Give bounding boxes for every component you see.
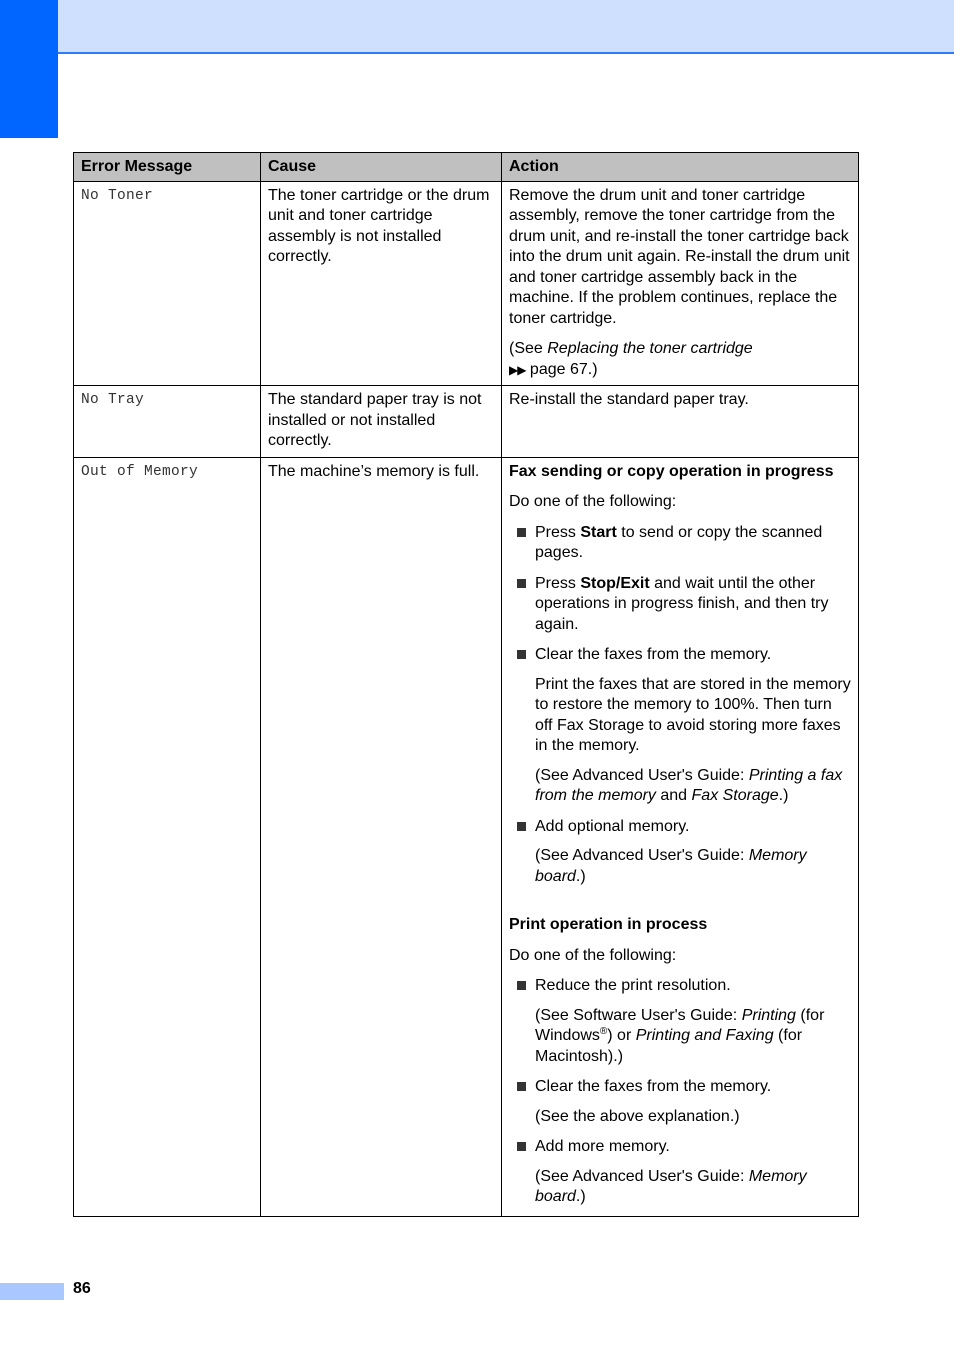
reference: (See Software User's Guide: Printing (for Windows®) or Printing and Faxing (for Macintosh).) bbox=[535, 1006, 825, 1065]
footer-bar bbox=[0, 1283, 64, 1300]
chapter-tab bbox=[0, 0, 58, 138]
square-bullet-icon bbox=[517, 981, 526, 990]
square-bullet-icon bbox=[517, 528, 526, 537]
square-bullet-icon bbox=[517, 579, 526, 588]
table-row-no-toner bbox=[74, 181, 859, 386]
header-error-message: Error Message bbox=[74, 153, 261, 182]
action-cell bbox=[502, 457, 859, 1216]
page-arrows-icon: ▶▶ bbox=[509, 362, 526, 377]
table-row-out-of-memory bbox=[74, 457, 859, 1216]
table-header-row bbox=[74, 153, 859, 182]
cause-text: The toner cartridge or the drum unit and toner cartridge assembly is not installed correctly. bbox=[261, 181, 502, 386]
header-cause: Cause bbox=[261, 153, 502, 182]
list-item: Reduce the print resolution. bbox=[509, 976, 851, 997]
intro-text: Do one of the following: bbox=[509, 946, 677, 964]
intro-text: Do one of the following: bbox=[509, 493, 677, 510]
table-row-no-tray bbox=[74, 386, 859, 458]
action-text: Remove the drum unit and toner cartridge assembly, remove the toner cartridge from the drum unit, and re-install the toner cartridge back into the drum unit again. Re-install the drum unit and toner cartridge assembly back in the machine. If the problem continues, replace the toner cartridge. bbox=[509, 186, 850, 327]
list-item: Press Stop/Exit and wait until the other operations in progress finish, and then try again. bbox=[509, 574, 851, 636]
reference: (See Advanced User's Guide: Memory board.) bbox=[535, 1167, 807, 1205]
reference: (See Replacing the toner cartridge ▶▶ page 67.) bbox=[509, 340, 753, 378]
error-message-table bbox=[73, 152, 859, 1217]
error-code: No Tray bbox=[74, 386, 261, 458]
page-number: 86 bbox=[73, 1280, 91, 1297]
header-band bbox=[58, 0, 954, 54]
sub-text: Print the faxes that are stored in the memory to restore the memory to 100%. Then turn off Fax Storage to avoid storing more faxes in the memory. bbox=[535, 675, 851, 754]
error-code: No Toner bbox=[74, 181, 261, 386]
action-text: Re-install the standard paper tray. bbox=[502, 386, 859, 458]
reference: (See Advanced User's Guide: Memory board.) bbox=[535, 847, 807, 885]
square-bullet-icon bbox=[517, 1142, 526, 1151]
reference-title: Replacing the toner cartridge bbox=[547, 340, 753, 357]
registered-mark: ® bbox=[599, 1026, 608, 1037]
cause-text: The machine’s memory is full. bbox=[261, 457, 502, 1216]
reference: (See Advanced User's Guide: Printing a fax from the memory and Fax Storage.) bbox=[535, 766, 843, 804]
action-cell bbox=[502, 181, 859, 386]
button-name: Start bbox=[580, 523, 617, 541]
list-item: Clear the faxes from the memory. bbox=[509, 645, 851, 666]
square-bullet-icon bbox=[517, 650, 526, 659]
cause-text: The standard paper tray is not installed or not installed correctly. bbox=[261, 386, 502, 458]
reference: (See the above explanation.) bbox=[535, 1107, 740, 1125]
section-heading-fax: Fax sending or copy operation in progress bbox=[509, 462, 834, 480]
error-code: Out of Memory bbox=[74, 457, 261, 1216]
list-item: Add more memory. bbox=[509, 1137, 851, 1158]
header-action: Action bbox=[502, 153, 859, 182]
list-item: Add optional memory. bbox=[509, 817, 851, 838]
list-item: Press Start to send or copy the scanned pages. bbox=[509, 523, 851, 564]
list-item: Clear the faxes from the memory. bbox=[509, 1077, 851, 1098]
button-name: Stop/Exit bbox=[580, 574, 650, 592]
square-bullet-icon bbox=[517, 1082, 526, 1091]
square-bullet-icon bbox=[517, 822, 526, 831]
section-heading-print: Print operation in process bbox=[509, 916, 708, 933]
